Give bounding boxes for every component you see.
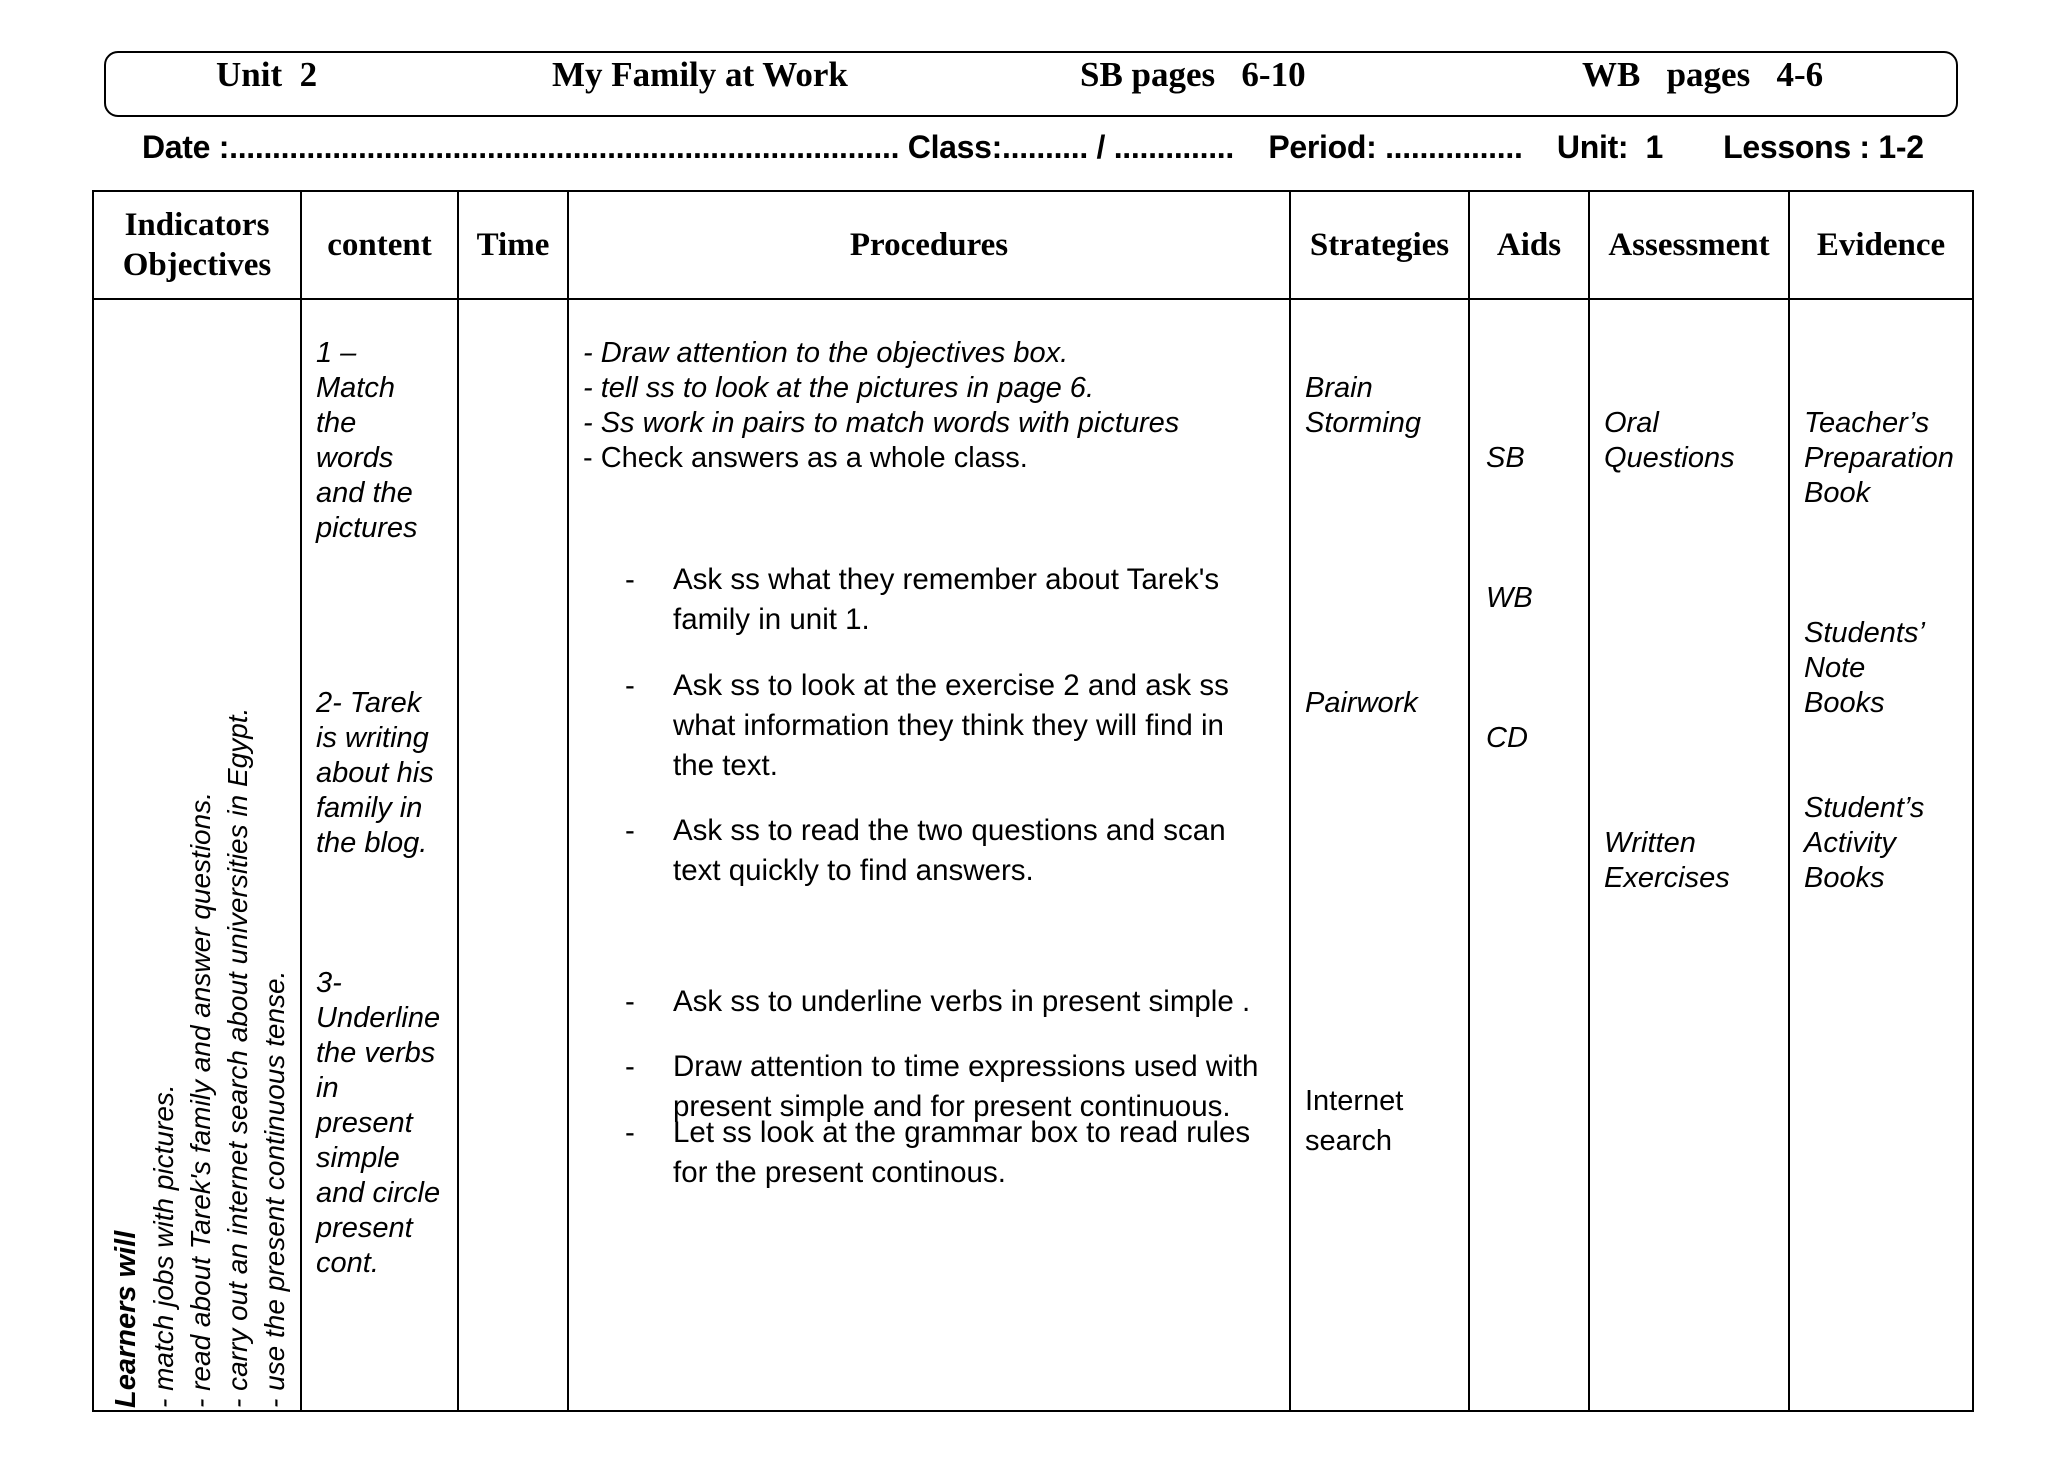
info-period: Period: ................	[1268, 129, 1523, 165]
procedure-intro-line: - tell ss to look at the pictures in page 6.	[583, 372, 1094, 404]
aid-cd: CD	[1486, 722, 1528, 754]
content-item-3: 3- Underline the verbs in present simple and circle present cont.	[316, 967, 441, 1279]
objectives-lead: Learners will	[110, 1230, 142, 1408]
header-aids: Aids	[1469, 191, 1589, 299]
evidence-activity-books: Student’s Activity Books	[1804, 792, 1925, 894]
aid-sb: SB	[1486, 442, 1525, 474]
header-content: content	[301, 191, 458, 299]
objective-item: - use the present continuous tense.	[259, 970, 290, 1408]
procedure-intro-line: - Ss work in pairs to match words with pictures	[583, 407, 1180, 439]
strategies-cell	[1290, 299, 1469, 1411]
info-lessons: Lessons : 1-2	[1723, 129, 1924, 165]
header-time: Time	[458, 191, 568, 299]
procedure-text: Let ss look at the grammar box to read rules for the present continous.	[673, 1116, 1251, 1189]
header-evidence: Evidence	[1789, 191, 1973, 299]
procedure-text: Ask ss to underline verbs in present simple .	[673, 985, 1251, 1018]
procedure-intro-line: - Check answers as a whole class.	[583, 442, 1028, 474]
strategy-brainstorming: Brain Storming	[1305, 372, 1422, 439]
objective-item: - carry out an internet search about universities in Egypt.	[222, 707, 253, 1408]
assessment-cell	[1589, 299, 1789, 1411]
info-date: Date :..............................................................................	[142, 129, 900, 165]
procedure-dash: -	[625, 563, 635, 596]
table-header-row	[93, 191, 1973, 299]
content-item-1: 1 – Match the words and the pictures	[316, 337, 418, 544]
header-strategies: Strategies	[1290, 191, 1469, 299]
objective-item: - match jobs with pictures.	[148, 1084, 179, 1408]
header-objectives: Objectives	[122, 247, 272, 283]
objective-item: - read about Tarek's family and answer questions.	[185, 792, 216, 1408]
objectives-cell	[93, 299, 301, 1411]
procedure-dash: -	[625, 814, 635, 847]
content-item-2: 2- Tarek is writing about his family in the blog.	[316, 687, 434, 859]
assessment-oral: Oral Questions	[1604, 407, 1735, 474]
lesson-plan-table	[92, 190, 1974, 1412]
info-class: Class:.......... / ..............	[907, 129, 1234, 165]
procedure-text: Ask ss to look at the exercise 2 and ask ss what information they think they will find in the text.	[673, 669, 1229, 782]
aids-cell	[1469, 299, 1589, 1411]
objectives-rotated-text	[108, 328, 313, 1408]
evidence-note-books: Students’ Note Books	[1804, 617, 1925, 719]
header-procedures: Procedures	[568, 191, 1290, 299]
strategy-internet-search: Internet search	[1305, 1085, 1404, 1157]
procedure-dash: -	[625, 1050, 635, 1083]
content-cell	[301, 299, 458, 1411]
table-body-row	[93, 299, 1973, 1411]
info-line	[142, 125, 1924, 169]
procedure-dash: -	[625, 1116, 635, 1149]
assessment-written: Written Exercises	[1604, 827, 1730, 894]
header-sb-pages: SB pages 6-10	[1080, 55, 1306, 94]
header-wb-pages: WB pages 4-6	[1582, 55, 1824, 94]
procedures-cell	[568, 299, 1290, 1411]
procedures-intro	[583, 336, 1283, 476]
procedure-text: Ask ss to read the two questions and scan text quickly to find answers.	[673, 814, 1226, 887]
header-assessment: Assessment	[1589, 191, 1789, 299]
procedure-text: Draw attention to time expressions used with present simple and for present continuous.	[673, 1050, 1259, 1123]
time-cell	[458, 299, 568, 1411]
procedure-dash: -	[625, 669, 635, 702]
aid-wb: WB	[1486, 582, 1533, 614]
evidence-teacher-book: Teacher’s Preparation Book	[1804, 407, 1954, 509]
procedure-text: Ask ss what they remember about Tarek's family in unit 1.	[673, 563, 1220, 636]
header-indicators: Indicators	[124, 207, 270, 243]
info-unit: Unit: 1	[1556, 129, 1663, 165]
header-unit: Unit 2	[216, 55, 318, 94]
header-indicators-objectives	[93, 191, 301, 299]
evidence-cell	[1789, 299, 1973, 1411]
procedure-dash: -	[625, 985, 635, 1018]
header-title: My Family at Work	[552, 55, 848, 94]
procedure-intro-line: - Draw attention to the objectives box.	[583, 337, 1069, 369]
strategy-pairwork: Pairwork	[1305, 687, 1418, 719]
